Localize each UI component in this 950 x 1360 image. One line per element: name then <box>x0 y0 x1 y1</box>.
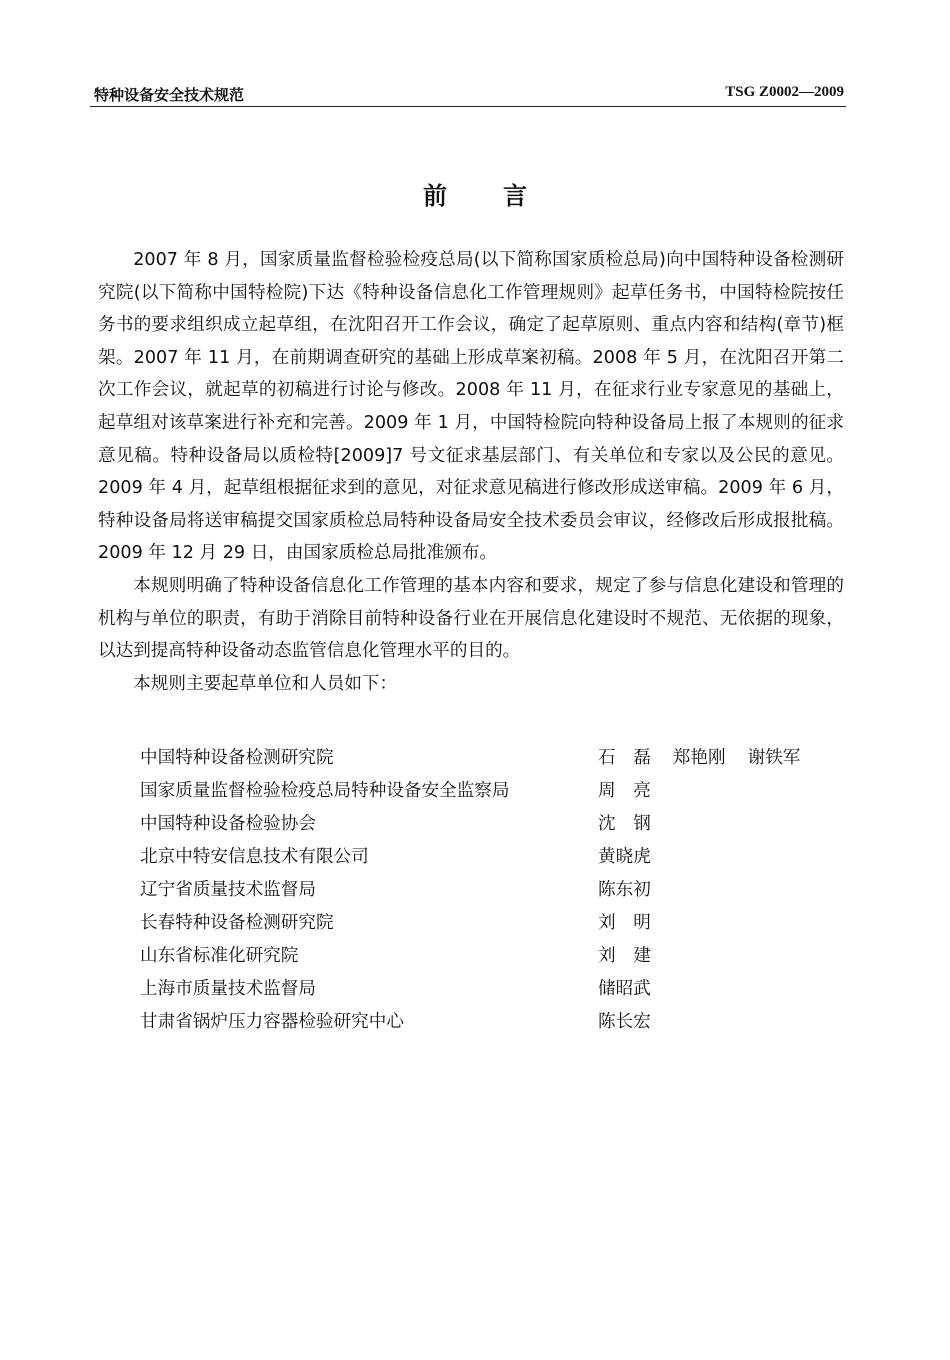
roster-person: 石 磊 <box>598 748 651 768</box>
roster-row <box>140 872 860 905</box>
roster-person: 陈长宏 <box>598 1012 651 1032</box>
roster-persons <box>598 810 651 835</box>
roster-row <box>140 905 860 938</box>
roster-org: 国家质量监督检验检疫总局特种设备安全监察局 <box>140 781 510 801</box>
title-char-2: 言 <box>503 182 527 210</box>
roster-org: 中国特种设备检测研究院 <box>140 748 334 768</box>
roster-persons <box>598 876 651 901</box>
running-header <box>94 84 844 106</box>
foreword-body <box>98 244 844 700</box>
roster-org: 上海市质量技术监督局 <box>140 979 316 999</box>
drafting-roster <box>140 740 860 1037</box>
roster-row <box>140 806 860 839</box>
roster-persons <box>598 975 651 1000</box>
roster-row <box>140 971 860 1004</box>
page-title <box>0 176 950 211</box>
roster-org: 山东省标准化研究院 <box>140 946 299 966</box>
roster-person: 郑艳刚 <box>672 748 726 768</box>
standard-number: TSG Z0002—2009 <box>725 84 844 100</box>
roster-person: 储昭武 <box>598 979 651 999</box>
title-char-1: 前 <box>423 182 447 210</box>
roster-org: 甘肃省锅炉压力容器检验研究中心 <box>140 1012 404 1032</box>
roster-persons <box>598 942 651 967</box>
paragraph-purpose: 本规则明确了特种设备信息化工作管理的基本内容和要求，规定了参与信息化建设和管理的机构与单位的职责，有助于消除目前特种设备行业在开展信息化建设时不规范、无依据的现象，以达到提高特种设备动态监管信息化管理水平的目的。 <box>98 575 844 662</box>
header-rule <box>90 106 846 107</box>
roster-person: 谢铁军 <box>747 748 801 768</box>
roster-person: 刘 建 <box>598 946 651 966</box>
roster-person: 沈 钢 <box>598 814 651 834</box>
roster-persons <box>598 777 651 802</box>
roster-person: 周 亮 <box>598 781 651 801</box>
roster-intro: 本规则主要起草单位和人员如下： <box>133 673 398 694</box>
roster-person: 刘 明 <box>598 913 651 933</box>
paragraph-history: 2007 年 8 月，国家质量监督检验检疫总局(以下简称国家质检总局)向中国特种设备检测研究院(以下简称中国特检院)下达《特种设备信息化工作管理规则》起草任务书，中国特检院按任务书的要求组织成立起草组，在沈阳召开工作会议，确定了起草原则、重点内容和结构(章节)框架。2007 年 11 月，在前期调查研究的基础上形成草案初稿。2008 年 5 月，在沈阳召开第二次工作会议，就起草的初稿进行讨论与修改。2008 年 11 月，在征求行业专家意见的基础上，起草组对该草案进行补充和完善。2009 年 1 月，中国特检院向特种设备局上报了本规则的征求意见稿。特种设备局以质检特[2009]7 号文征求基层部门、有关单位和专家以及公民的意见。2009 年 4 月，起草组根据征求到的意见，对征求意见稿进行修改形成送审稿。2009 年 6 月，特种设备局将送审稿提交国家质检总局特种设备局安全技术委员会审议，经修改后形成报批稿。2009 年 12 月 29 日，由国家质检总局批准颁布。 <box>98 250 844 564</box>
roster-org: 辽宁省质量技术监督局 <box>140 880 316 900</box>
roster-person: 黄晓虎 <box>598 847 651 867</box>
roster-persons <box>598 1008 651 1033</box>
roster-persons <box>598 909 651 934</box>
series-title: 特种设备安全技术规范 <box>94 86 245 104</box>
roster-org: 北京中特安信息技术有限公司 <box>140 847 369 867</box>
roster-org: 中国特种设备检验协会 <box>140 814 316 834</box>
roster-row <box>140 839 860 872</box>
roster-row <box>140 740 860 773</box>
roster-persons <box>598 843 651 868</box>
roster-persons <box>598 744 800 769</box>
roster-row <box>140 1004 860 1037</box>
roster-row <box>140 773 860 806</box>
roster-row <box>140 938 860 971</box>
roster-org: 长春特种设备检测研究院 <box>140 913 334 933</box>
roster-person: 陈东初 <box>598 880 651 900</box>
